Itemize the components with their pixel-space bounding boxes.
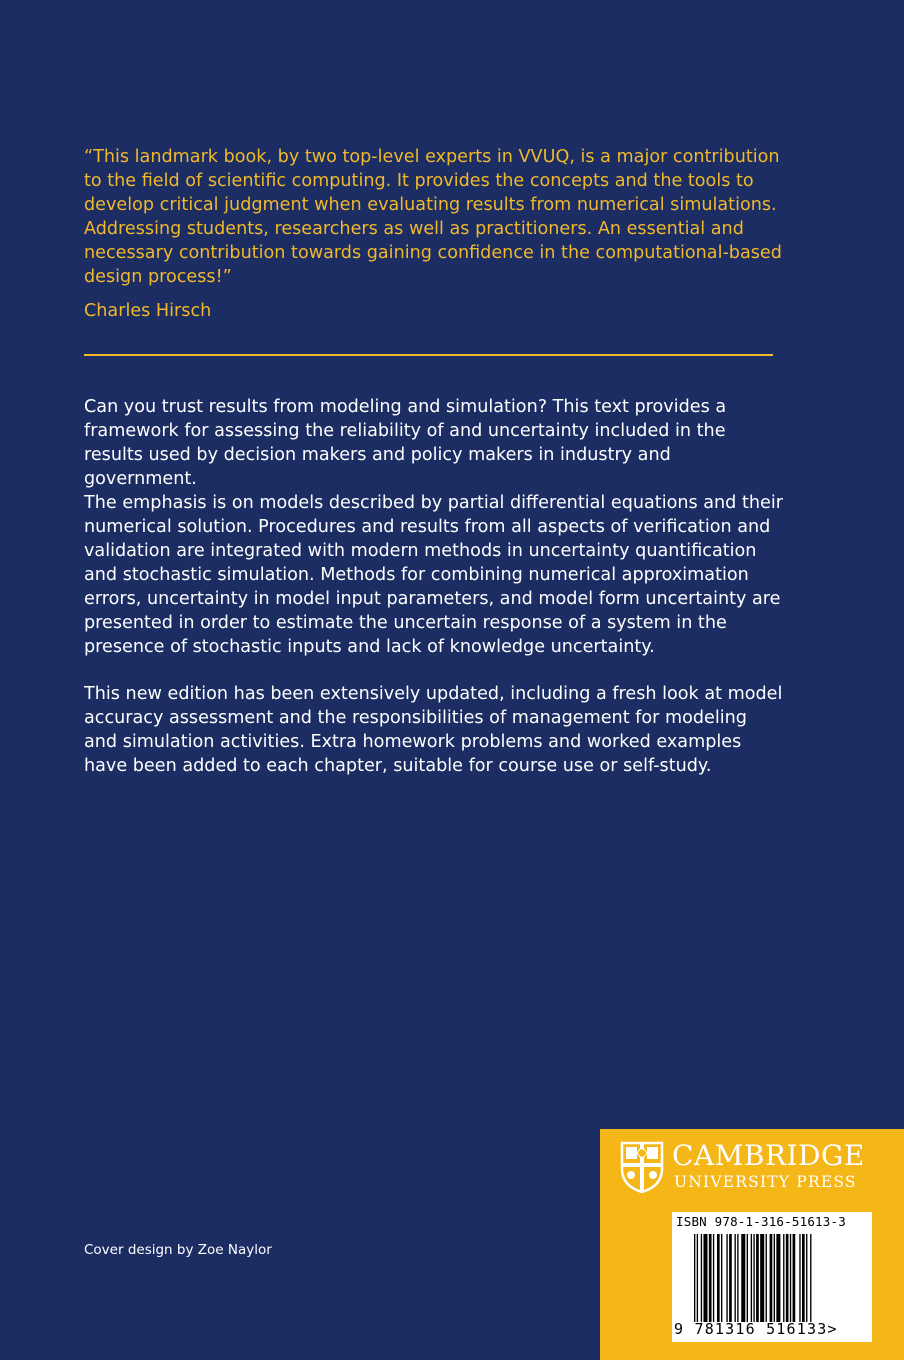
barcode-bar (799, 1234, 800, 1322)
barcode-bar (713, 1234, 714, 1322)
barcode-bar (802, 1234, 805, 1322)
endorsement-author: Charles Hirsch (84, 301, 212, 321)
barcode-bar (701, 1234, 702, 1322)
barcode-bar (790, 1234, 791, 1322)
barcode-bars (694, 1234, 854, 1322)
barcode-number: 9 781316 516133 (674, 1320, 828, 1338)
barcode-bar (697, 1234, 698, 1322)
blurb-paragraph-1: Can you trust results from modeling and simulation? This text provides a framework for assessing the reliability of and uncertainty included in the results used by decision makers and policy makers in industry and government. (84, 397, 727, 489)
blurb-paragraph-2: The emphasis is on models described by partial differential equations and their numerical solution. Procedures and results from all aspects of verification and validation are integrated with modern methods in uncertainty quantification and stochastic simulation. Methods for combining numerical approximation errors, uncertainty in model input parameters, and model form uncertainty are presented in order to estimate the uncertain response of a system in the presence of stochastic inputs and lack of knowledge uncertainty. (84, 493, 783, 657)
barcode-bar (747, 1234, 748, 1322)
barcode-bar (774, 1234, 775, 1322)
barcode-bar (756, 1234, 759, 1322)
blurb-paragraph-3: This new edition has been extensively updated, including a fresh look at model accuracy assessment and the responsibilities of management for modeling and simulation activities. Extra homework problems and worked examples have been added to each chapter, suitable for course use or self-study. (84, 684, 783, 776)
barcode-bar (751, 1234, 752, 1322)
isbn-barcode (672, 1212, 872, 1342)
barcode-bar (717, 1234, 720, 1322)
barcode-bar (766, 1234, 767, 1322)
barcode-bar (703, 1234, 707, 1322)
cambridge-shield-icon (620, 1141, 664, 1193)
barcode-bar (776, 1234, 780, 1322)
barcode-bar (721, 1234, 722, 1322)
barcode-bar (760, 1234, 764, 1322)
barcode-bar (729, 1234, 732, 1322)
barcode-bar (709, 1234, 712, 1322)
publisher-panel (600, 1129, 904, 1360)
barcode-digits (674, 1320, 838, 1338)
barcode-bar (737, 1234, 738, 1322)
barcode-bar (735, 1234, 736, 1322)
endorsement-quote: “This landmark book, by two top-level experts in VVUQ, is a major contribution to the field of scientific computing. It provides the concepts and the tools to develop critical judgment when evaluating results from numerical simulations. Addressing students, researchers as well as practitioners. An essential and necessary contribution towards gaining confidence in the computational-based design process!” (84, 147, 782, 287)
barcode-bar (694, 1234, 695, 1322)
barcode-bar (793, 1234, 796, 1322)
cover-design-credit: Cover design by Zoe Naylor (84, 1242, 272, 1258)
barcode-bar (770, 1234, 773, 1322)
barcode-bar (741, 1234, 745, 1322)
barcode-bar (806, 1234, 807, 1322)
barcode-bar (786, 1234, 789, 1322)
publisher-name: CAMBRIDGE (672, 1139, 865, 1172)
barcode-bar (753, 1234, 754, 1322)
barcode-arrow: > (827, 1320, 838, 1338)
publisher-subtitle: UNIVERSITY PRESS (674, 1173, 857, 1191)
isbn-label: ISBN 978-1-316-51613-3 (676, 1214, 846, 1229)
barcode-bar (810, 1234, 811, 1322)
barcode-bar (726, 1234, 727, 1322)
barcode-bar (783, 1234, 784, 1322)
divider (84, 354, 773, 356)
